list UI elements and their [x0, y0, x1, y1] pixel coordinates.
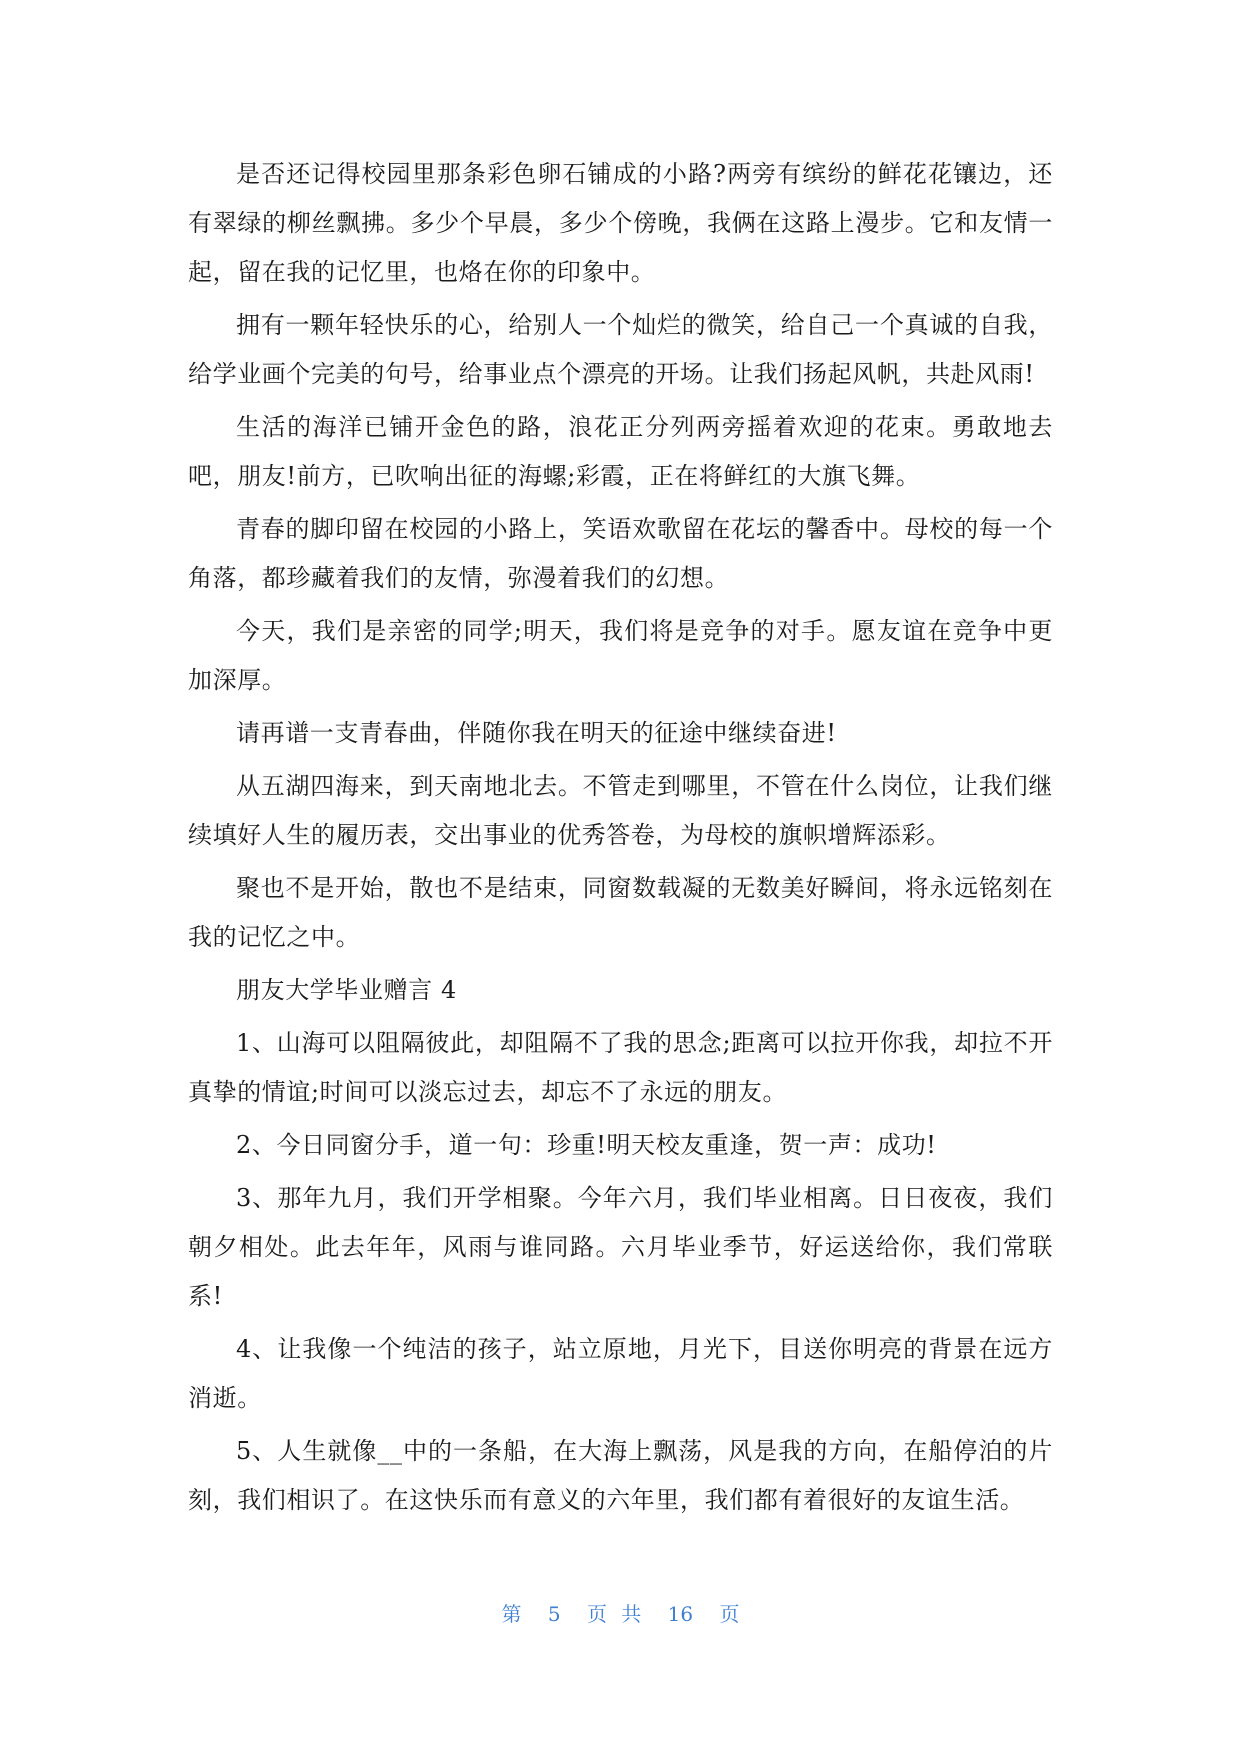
paragraph: 今天，我们是亲密的同学;明天，我们将是竞争的对手。愿友谊在竞争中更加深厚。	[188, 617, 1053, 694]
paragraph: 请再谱一支青春曲，伴随你我在明天的征途中继续奋进!	[236, 719, 837, 747]
current-page-number: 5	[547, 1602, 561, 1626]
paragraph: 聚也不是开始，散也不是结束，同窗数载凝的无数美好瞬间，将永远铭刻在我的记忆之中。	[188, 874, 1053, 951]
list-item: 4、让我像一个纯洁的孩子，站立原地，月光下，目送你明亮的背景在远方消逝。	[188, 1335, 1053, 1412]
list-item: 2、今日同窗分手，道一句：珍重!明天校友重逢，贺一声：成功!	[236, 1131, 937, 1159]
list-item: 1、山海可以阻隔彼此，却阻隔不了我的思念;距离可以拉开你我，却拉不开真挚的情谊;时间可以淡忘过去，却忘不了永远的朋友。	[188, 1029, 1053, 1106]
total-page-count: 16	[667, 1602, 694, 1626]
list-item: 3、那年九月，我们开学相聚。今年六月，我们毕业相离。日日夜夜，我们朝夕相处。此去年年，风雨与谁同路。六月毕业季节，好运送给你，我们常联系!	[188, 1184, 1053, 1310]
paragraph: 拥有一颗年轻快乐的心，给别人一个灿烂的微笑，给自己一个真诚的自我，给学业画个完美的句号，给事业点个漂亮的开场。让我们扬起风帆，共赴风雨!	[188, 311, 1053, 388]
paragraph: 是否还记得校园里那条彩色卵石铺成的小路?两旁有缤纷的鲜花花镶边，还有翠绿的柳丝飘拂。多少个早晨，多少个傍晚，我俩在这路上漫步。它和友情一起，留在我的记忆里，也烙在你的印象中。	[188, 160, 1053, 286]
list-item: 5、人生就像__中的一条船，在大海上飘荡，风是我的方向，在船停泊的片刻，我们相识了。在这快乐而有意义的六年里，我们都有着很好的友谊生活。	[188, 1437, 1053, 1514]
page-footer	[0, 1598, 1241, 1627]
footer-middle: 页 共	[586, 1602, 642, 1626]
section-heading: 朋友大学毕业赠言 4	[236, 976, 457, 1004]
paragraph: 青春的脚印留在校园的小路上，笑语欢歌留在花坛的馨香中。母校的每一个角落，都珍藏着我们的友情，弥漫着我们的幻想。	[188, 515, 1053, 592]
footer-prefix: 第	[501, 1602, 522, 1626]
paragraph: 从五湖四海来，到天南地北去。不管走到哪里，不管在什么岗位，让我们继续填好人生的履历表，交出事业的优秀答卷，为母校的旗帜增辉添彩。	[188, 772, 1053, 849]
footer-suffix: 页	[719, 1602, 740, 1626]
paragraph: 生活的海洋已铺开金色的路，浪花正分列两旁摇着欢迎的花束。勇敢地去吧，朋友!前方，已吹响出征的海螺;彩霞，正在将鲜红的大旗飞舞。	[188, 413, 1053, 490]
document-body	[188, 150, 1053, 1529]
